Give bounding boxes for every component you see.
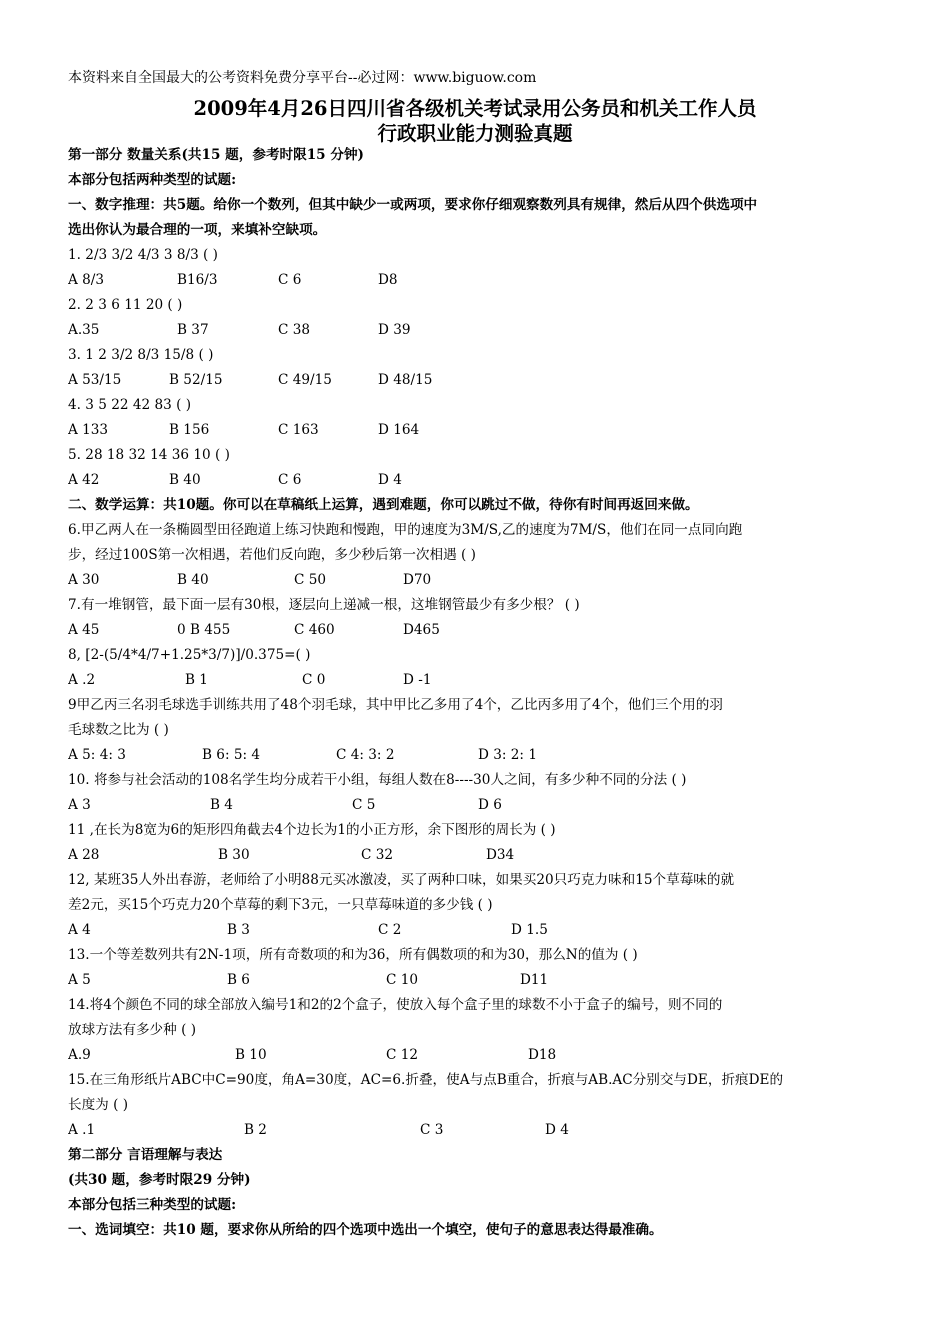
question-14-stem-cont: 放球方法有多少种 ( ) [68,1022,196,1038]
option-c: C 0 [302,672,326,688]
part1-heading: 第一部分 数量关系(共15 题，参考时限15 分钟) [68,147,364,163]
option-d: D 4 [378,472,402,488]
question-13-options [68,968,884,993]
option-b: B 1 [185,672,208,688]
option-b: B 52/15 [169,372,223,388]
option-a: A 42 [68,472,100,488]
option-b: B 37 [177,322,209,338]
option-c: C 5 [352,797,376,813]
option-d: D -1 [403,672,432,688]
question-4-options [68,418,884,443]
question-10-options [68,793,884,818]
option-b: B 40 [177,572,209,588]
question-14-options [68,1043,884,1068]
option-b: B 4 [210,797,233,813]
part1-intro: 本部分包括两种类型的试题: [68,172,237,188]
question-11-options [68,843,884,868]
option-d: D 39 [378,322,411,338]
option-c: C 460 [294,622,335,638]
option-d: D 6 [478,797,502,813]
option-a: A 28 [68,847,100,863]
option-c: C 2 [378,922,402,938]
title-line-1: 2009年4月26日四川省各级机关考试录用公务员和机关工作人员 [193,97,757,120]
question-5-stem: 5. 28 18 32 14 36 10 ( ) [68,447,230,463]
question-1-options [68,268,884,293]
option-a: A 3 [68,797,91,813]
question-11-stem: 11 ,在长为8宽为6的矩形四角截去4个边长为1的小正方形，余下图形的周长为 ( ) [68,822,556,838]
question-15-options [68,1118,884,1143]
question-6-stem-cont: 步，经过100S第一次相遇，若他们反向跑，多少秒后第一次相遇 ( ) [68,547,476,563]
option-d: D 1.5 [511,922,548,938]
question-10-stem: 10. 将参与社会活动的108名学生均分成若干小组，每组人数在8----30人之间，有多少种不同的分法 ( ) [68,772,687,788]
question-12-stem-cont: 差2元，买15个巧克力20个草莓的剩下3元，一只草莓味道的多少钱 ( ) [68,897,493,913]
option-c: C 10 [386,972,419,988]
option-d: D 3: 2: 1 [478,747,537,763]
question-15-stem-cont: 长度为 ( ) [68,1097,129,1113]
question-9-stem: 9甲乙丙三名羽毛球选手训练共用了48个羽毛球，其中甲比乙多用了4个，乙比丙多用了4个，他们三个用的羽 [68,697,723,713]
question-4-stem: 4. 3 5 22 42 83 ( ) [68,397,192,413]
question-1-stem: 1. 2/3 3/2 4/3 3 8/3 ( ) [68,247,218,263]
option-d: D 164 [378,422,420,438]
question-2-options [68,318,884,343]
part2-time-limit: (共30 题，参考时限29 分钟) [68,1172,251,1188]
option-b: B 3 [227,922,250,938]
part2-intro: 本部分包括三种类型的试题: [68,1197,237,1213]
option-a: A.35 [68,322,100,338]
option-d: D70 [403,572,432,588]
option-c: C 12 [386,1047,419,1063]
option-a: A 5 [68,972,91,988]
question-13-stem: 13.一个等差数列共有2N-1项，所有奇数项的和为36，所有偶数项的和为30，那么N的值为 ( ) [68,947,638,963]
question-2-stem: 2. 2 3 6 11 20 ( ) [68,297,183,313]
option-d: D18 [528,1047,557,1063]
question-9-stem-cont: 毛球数之比为 ( ) [68,722,169,738]
section2-description: 二、数学运算：共10题。你可以在草稿纸上运算，遇到难题，你可以跳过不做，待你有时间再返回来做。 [68,497,699,513]
option-a: A 53/15 [68,372,122,388]
option-a: A 30 [68,572,100,588]
question-12-options [68,918,884,943]
option-b: B 30 [218,847,250,863]
option-b: B 40 [169,472,201,488]
option-a: A 4 [68,922,91,938]
option-c: C 50 [294,572,327,588]
option-c: C 4: 3: 2 [336,747,395,763]
option-c: C 49/15 [278,372,332,388]
question-14-stem: 14.将4个颜色不同的球全部放入编号1和2的2个盒子，使放入每个盒子里的球数不小于盒子的编号，则不同的 [68,997,723,1013]
question-3-options [68,368,884,393]
question-12-stem: 12, 某班35人外出春游，老师给了小明88元买冰激凌，买了两种口味，如果买20只巧克力味和15个草莓味的就 [68,872,735,888]
option-c: C 38 [278,322,311,338]
source-line: 本资料来自全国最大的公考资料免费分享平台--必过网：www.biguow.com [68,70,537,86]
question-7-stem: 7.有一堆钢管，最下面一层有30根，逐层向上递减一根，这堆钢管最少有多少根？ ( ) [68,597,580,613]
option-b: 0 B 455 [177,622,231,638]
question-7-options [68,618,884,643]
question-6-stem: 6.甲乙两人在一条椭圆型田径跑道上练习快跑和慢跑，甲的速度为3M/S,乙的速度为7M/S，他们在同一点同向跑 [68,522,743,538]
option-d: D11 [520,972,549,988]
option-b: B 6: 5: 4 [202,747,261,763]
option-d: D8 [378,272,398,288]
option-d: D 48/15 [378,372,433,388]
option-a: A 8/3 [68,272,105,288]
question-8-stem: 8, [2-(5/4*4/7+1.25*3/7)]/0.375=( ) [68,647,311,663]
part2-section1-description: 一、选词填空：共10 题，要求你从所给的四个选项中选出一个填空，使句子的意思表达得最准确。 [68,1222,663,1238]
option-a: A .2 [68,672,96,688]
option-a: A.9 [68,1047,91,1063]
question-9-options [68,743,884,768]
option-b: B 156 [169,422,210,438]
option-c: C 6 [278,272,302,288]
option-d: D34 [486,847,515,863]
document-body [68,143,884,1243]
option-a: A 45 [68,622,100,638]
option-a: A 5: 4: 3 [68,747,126,763]
option-c: C 3 [420,1122,444,1138]
option-b: B16/3 [177,272,218,288]
question-6-options [68,568,884,593]
option-c: C 163 [278,422,319,438]
option-b: B 2 [244,1122,267,1138]
option-c: C 32 [361,847,394,863]
part2-heading: 第二部分 言语理解与表达 [68,1147,223,1163]
option-c: C 6 [278,472,302,488]
title-line-2: 行政职业能力测验真题 [377,122,573,145]
question-5-options [68,468,884,493]
option-d: D465 [403,622,440,638]
question-3-stem: 3. 1 2 3/2 8/3 15/8 ( ) [68,347,214,363]
option-b: B 10 [235,1047,267,1063]
option-a: A .1 [68,1122,96,1138]
section1-description-cont: 选出你认为最合理的一项，来填补空缺项。 [68,222,327,238]
option-b: B 6 [227,972,250,988]
question-15-stem: 15.在三角形纸片ABC中C=90度，角A=30度，AC=6.折叠，使A与点B重合，折痕与AB.AC分别交与DE，折痕DE的 [68,1072,784,1088]
question-8-options [68,668,884,693]
option-a: A 133 [68,422,109,438]
section1-description: 一、数字推理：共5题。给你一个数列，但其中缺少一或两项，要求你仔细观察数列具有规律，然后从四个供选项中 [68,197,758,213]
option-d: D 4 [545,1122,569,1138]
